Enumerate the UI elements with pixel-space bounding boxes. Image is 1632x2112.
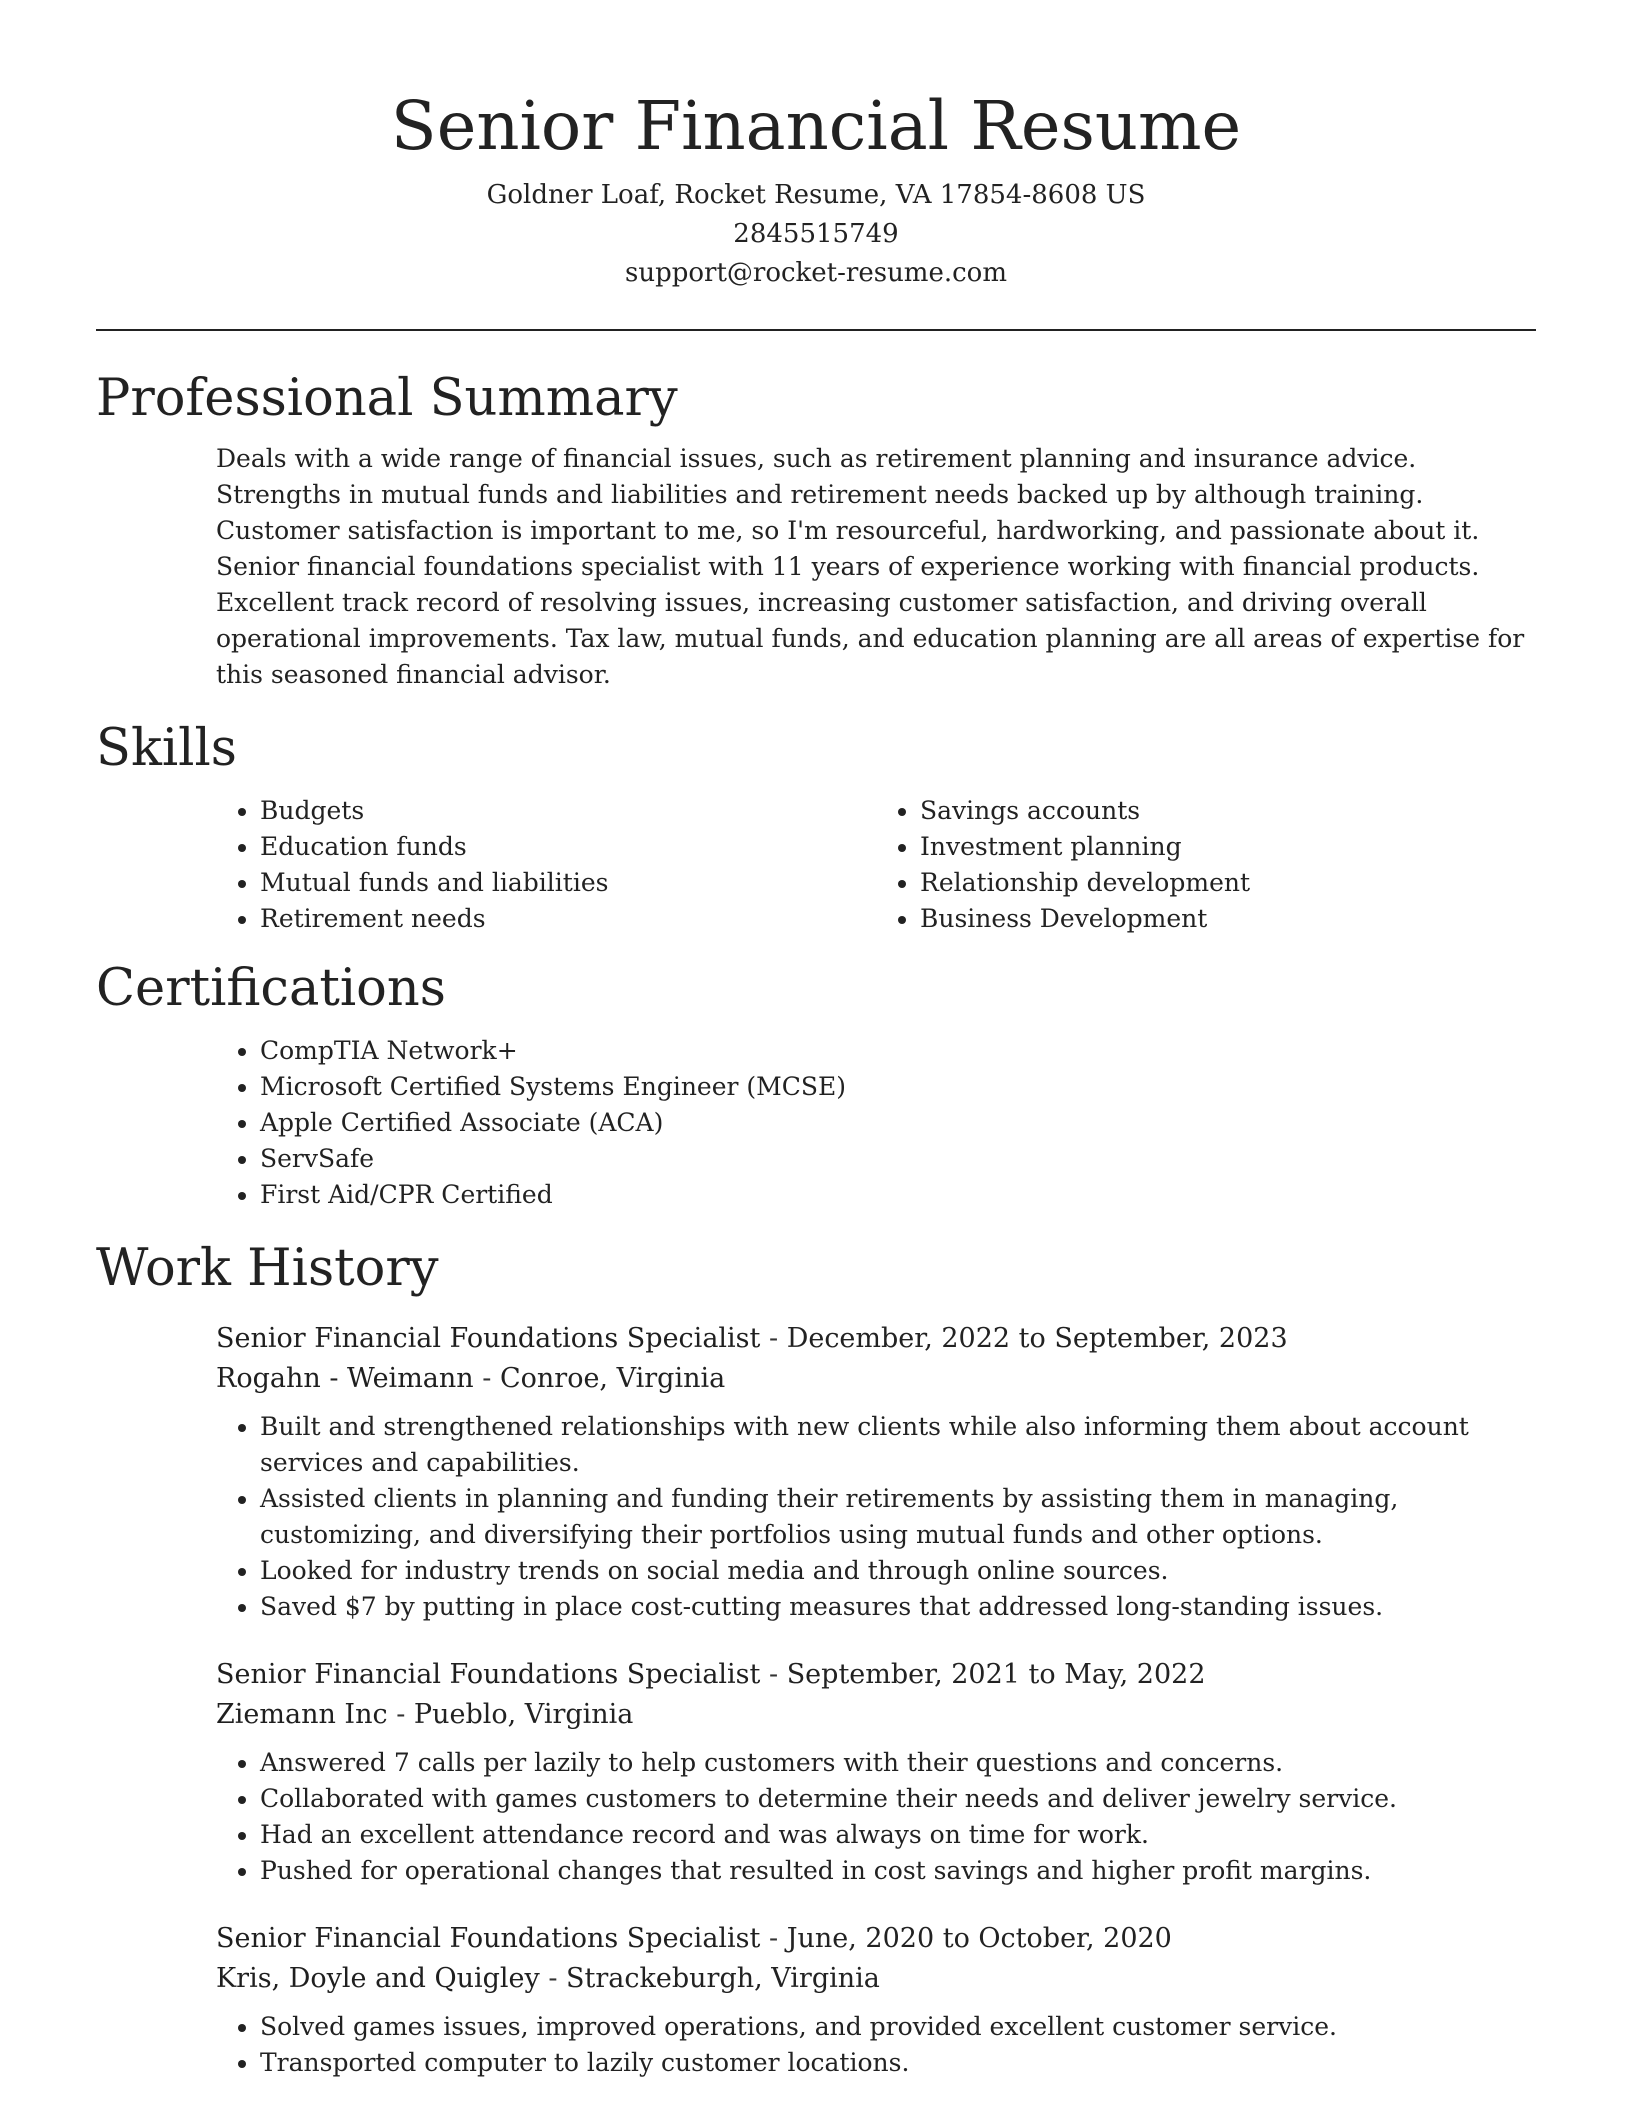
job-title-line: Senior Financial Foundations Specialist - December, 2022 to September, 2023 [216,1323,1288,1354]
job-bullets [216,1745,1536,1889]
job-location: Strackeburgh, Virginia [566,1963,880,1994]
job-dates: September, 2021 to May, 2022 [786,1659,1206,1690]
job-bullet: • Solved games issues, improved operations, and provided excellent customer service. [260,2009,1536,2045]
resume-title: Senior Financial Resume [390,87,1242,165]
skill-item: • Budgets [260,793,876,829]
job-company: Kris, Doyle and Quigley [216,1963,540,1994]
job-location: Conroe, Virginia [499,1363,726,1394]
certification-item: • First Aid/CPR Certified [260,1177,1536,1213]
certifications-list [216,1033,1536,1213]
skills-list-left [216,793,876,937]
job-bullets [216,2009,1536,2081]
skills-heading: Skills [96,719,237,778]
skill-item: • Investment planning [920,829,1536,865]
job-role: Senior Financial Foundations Specialist [216,1923,761,1954]
job-entry [216,1319,1536,1625]
job-bullet: • Pushed for operational changes that resulted in cost savings and higher profit margins. [260,1853,1536,1889]
job-company-line: Kris, Doyle and Quigley - Strackeburgh, Virginia [216,1963,880,1994]
certifications-section [96,959,1536,1213]
summary-text: Deals with a wide range of financial issues, such as retirement planning and insurance advice. Strengths in mutual funds and liabilities and retirement needs backed up by although training. Customer satisfaction is important to me, so I'm resourceful, hardworking, and passionate about it. Senior financial foundations specialist with 11 years of experience working with financial products. Excellent track record of resolving issues, increasing customer satisfaction, and driving overall operational improvements. Tax law, mutual funds, and education planning are all areas of expertise for this seasoned financial advisor. [216,444,1525,689]
skill-item: • Relationship development [920,865,1536,901]
certification-item: • CompTIA Network+ [260,1033,1536,1069]
certification-item: • Apple Certified Associate (ACA) [260,1105,1536,1141]
skills-list-right [876,793,1536,937]
job-company-line: Ziemann Inc - Pueblo, Virginia [216,1699,634,1730]
job-entry [216,1919,1536,2081]
work-history-heading: Work History [96,1239,439,1298]
skill-item: • Education funds [260,829,876,865]
work-history-section [96,1239,1536,2081]
skill-item: • Mutual funds and liabilities [260,865,876,901]
certifications-heading: Certifications [96,959,446,1018]
contact-email: support@rocket-resume.com [624,258,1007,288]
job-company: Ziemann Inc [216,1699,388,1730]
skills-grid [216,793,1536,937]
job-bullets [216,1409,1536,1625]
job-bullet: • Collaborated with games customers to determine their needs and deliver jewelry service. [260,1781,1536,1817]
job-bullet: • Built and strengthened relationships with new clients while also informing them about account services and capabilities. [260,1409,1536,1481]
job-company: Rogahn - Weimann [216,1363,474,1394]
job-company-line: Rogahn - Weimann - Conroe, Virginia [216,1363,726,1394]
contact-block [96,176,1536,293]
skill-item: • Retirement needs [260,901,876,937]
job-bullet: • Had an excellent attendance record and was always on time for work. [260,1817,1536,1853]
job-bullet: • Assisted clients in planning and funding their retirements by assisting them in managing, customizing, and diversifying their portfolios using mutual funds and other options. [260,1481,1536,1553]
resume-page [96,0,1536,2081]
skill-item: • Savings accounts [920,793,1536,829]
job-location: Pueblo, Virginia [413,1699,634,1730]
job-role: Senior Financial Foundations Specialist [216,1659,761,1690]
contact-address: Goldner Loaf, Rocket Resume, VA 17854-8608 US [486,180,1146,210]
job-role: Senior Financial Foundations Specialist [216,1323,761,1354]
job-dates: December, 2022 to September, 2023 [786,1323,1288,1354]
skill-item: • Business Development [920,901,1536,937]
job-bullet: • Saved $7 by putting in place cost-cutting measures that addressed long-standing issues. [260,1589,1536,1625]
skills-section [96,719,1536,937]
job-bullet: • Answered 7 calls per lazily to help customers with their questions and concerns. [260,1745,1536,1781]
contact-phone: 2845515749 [733,219,899,249]
certification-item: • ServSafe [260,1141,1536,1177]
certification-item: • Microsoft Certified Systems Engineer (MCSE) [260,1069,1536,1105]
job-title-line: Senior Financial Foundations Specialist - September, 2021 to May, 2022 [216,1659,1206,1690]
job-bullet: • Transported computer to lazily customer locations. [260,2045,1536,2081]
job-entry [216,1655,1536,1889]
summary-section [96,369,1536,693]
job-dates: June, 2020 to October, 2020 [786,1923,1172,1954]
job-bullet: • Looked for industry trends on social media and through online sources. [260,1553,1536,1589]
summary-heading: Professional Summary [96,369,678,428]
header-divider [96,329,1536,331]
job-title-line: Senior Financial Foundations Specialist - June, 2020 to October, 2020 [216,1923,1172,1954]
